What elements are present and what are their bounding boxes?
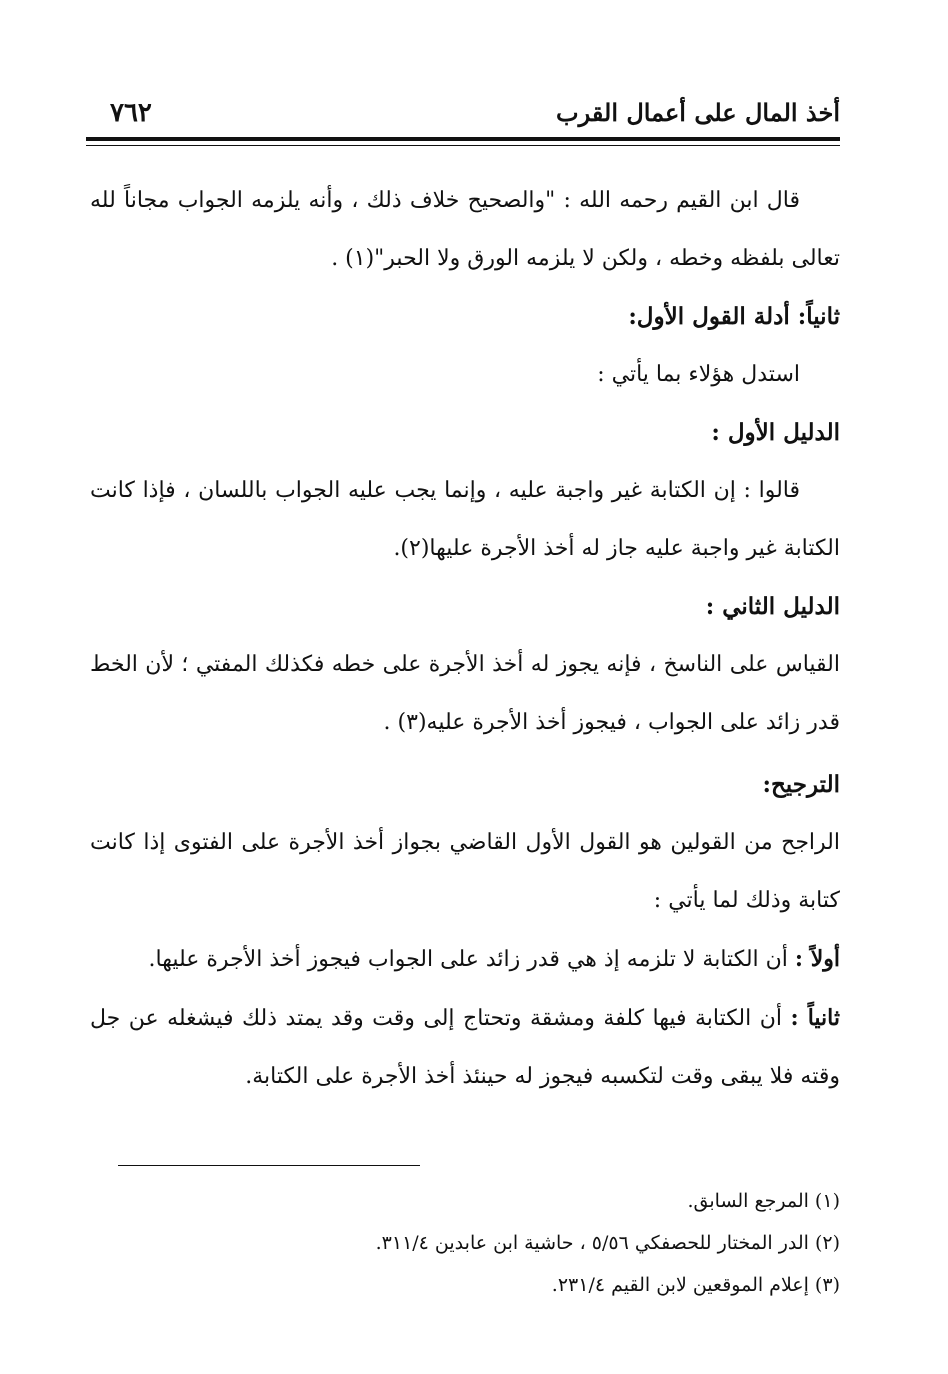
header-rule-thick: [86, 137, 840, 141]
heading-first-proof: الدليل الأول :: [711, 419, 840, 446]
heading-second-proof: الدليل الثاني :: [705, 593, 840, 620]
heading-tarjih: الترجيح:: [762, 771, 840, 798]
footnotes: [90, 1180, 840, 1306]
second-reason-text: أن الكتابة فيها كلفة ومشقة وتحتاج إلى وقت وقد يمتد ذلك فيشغله عن جل وقته فلا يبقى وقت لتكسبه فيجوز له حينئذ أخذ الأجرة على الكتابة.: [90, 1006, 840, 1089]
footnote-2: (٢) الدر المختار للحصفكي ٥/٥٦ ، حاشية ابن عابدين ٣١١/٤.: [375, 1232, 840, 1254]
running-title: أخذ المال على أعمال القرب: [556, 98, 840, 127]
tarjih-paragraph: الراجح من القولين هو القول الأول القاضي بجواز أخذ الأجرة على الفتوى إذا كانت كتابة وذلك لما يأتي :: [90, 830, 840, 913]
first-reason-text: أن الكتابة لا تلزمه إذ هي قدر زائد على الجواب فيجوز أخذ الأجرة عليها.: [148, 947, 788, 972]
page-number: ٧٦٢: [110, 98, 152, 128]
second-reason-lead: ثانياً :: [790, 1005, 840, 1031]
footnote-1: (١) المرجع السابق.: [687, 1190, 840, 1212]
section-heading-evidence: ثانياً: أدلة القول الأول:: [628, 303, 840, 330]
first-reason: [90, 930, 840, 989]
footnote-3: (٣) إعلام الموقعين لابن القيم ٢٣١/٤.: [551, 1274, 840, 1296]
footnote-separator: [118, 1165, 420, 1166]
header-rule-thin: [86, 145, 840, 146]
page-header: [86, 92, 840, 138]
second-reason: [90, 989, 840, 1106]
main-text: [90, 172, 840, 1106]
second-proof-paragraph: القياس على الناسخ ، فإنه يجوز له أخذ الأجرة على خطه فكذلك المفتي ؛ لأن الخط قدر زائد على الجواب ، فيجوز أخذ الأجرة عليه(٣) .: [90, 652, 840, 735]
first-proof-paragraph: قالوا : إن الكتابة غير واجبة عليه ، وإنما يجب عليه الجواب باللسان ، فإذا كانت الكتابة غير واجبة عليه جاز له أخذ الأجرة عليها(٢).: [90, 478, 840, 561]
evidence-intro: استدل هؤلاء بما يأتي :: [597, 362, 800, 387]
quote-paragraph: قال ابن القيم رحمه الله : "والصحيح خلاف ذلك ، وأنه يلزمه الجواب مجاناً لله تعالى بلفظه وخطه ، ولكن لا يلزمه الورق ولا الحبر"(١) .: [90, 188, 840, 271]
first-reason-lead: أولاً :: [794, 946, 840, 972]
